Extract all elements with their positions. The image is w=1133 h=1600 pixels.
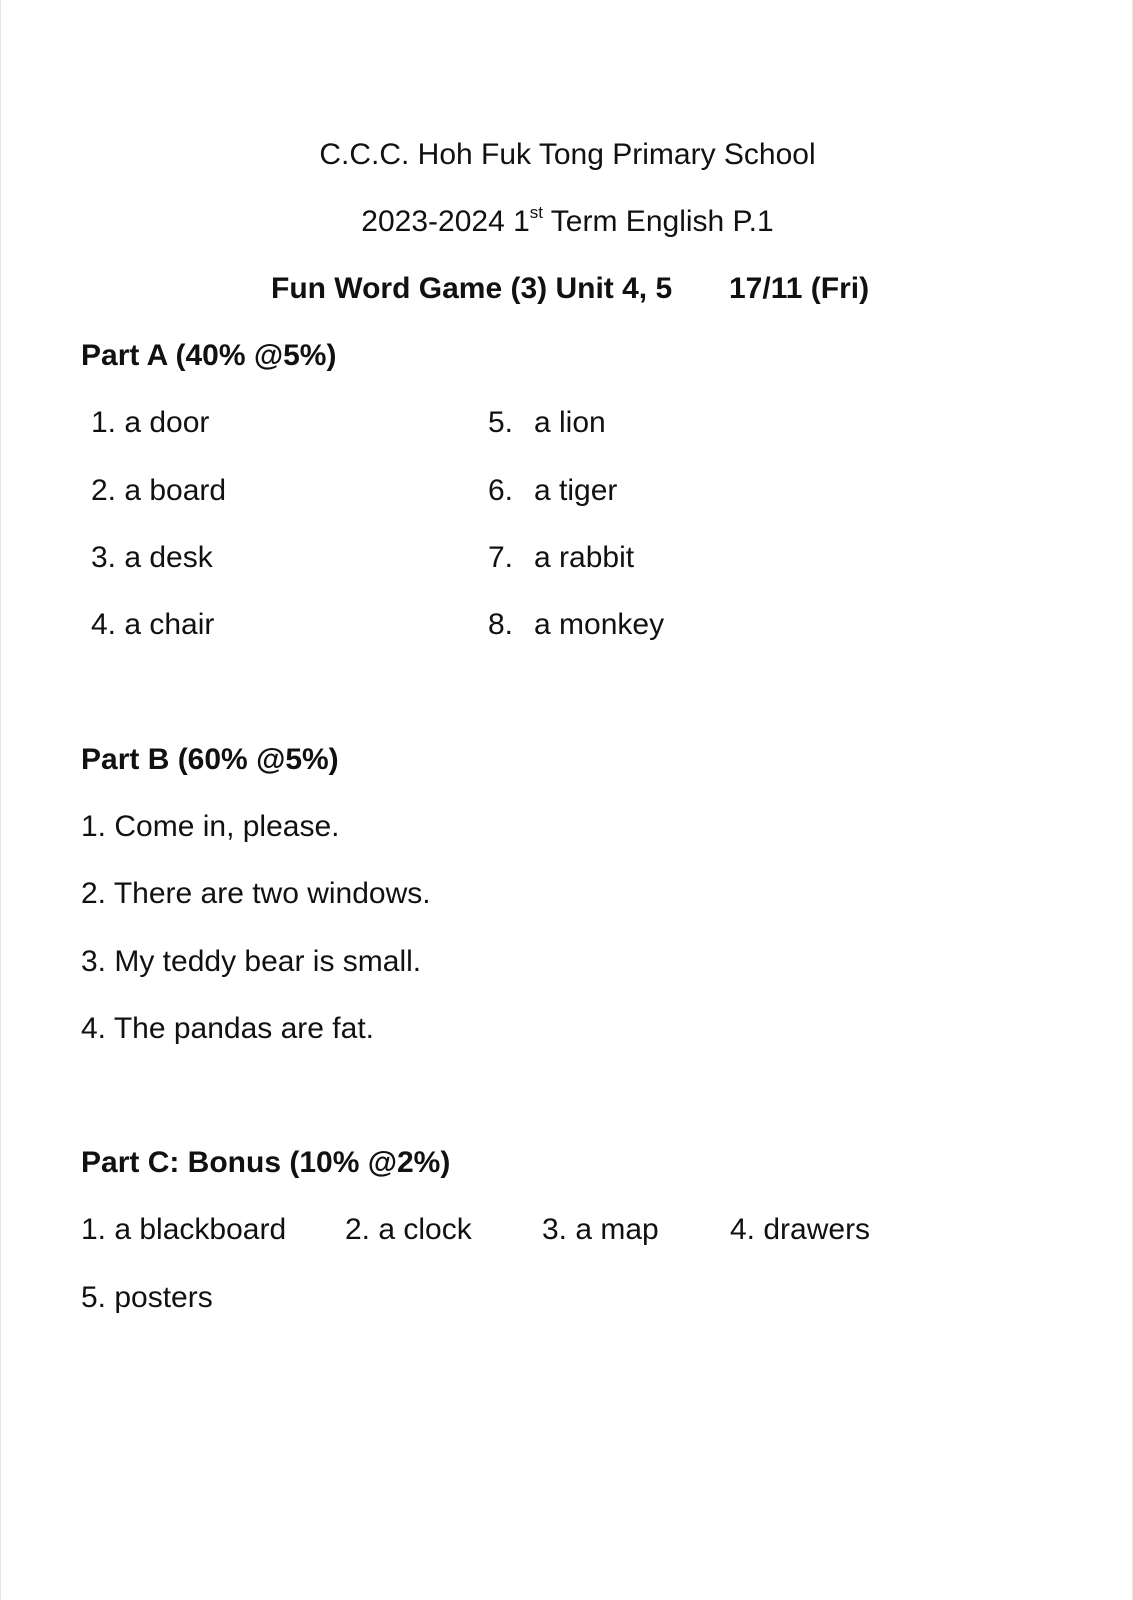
part-b-item: 3. My teddy bear is small. <box>81 945 422 978</box>
item-word: a tiger <box>534 474 618 507</box>
game-title: Fun Word Game (3) Unit 4, 5 <box>271 272 673 305</box>
game-date: 17/11 (Fri) <box>729 272 870 305</box>
part-b-item: 2. There are two windows. <box>81 877 431 910</box>
part-c-item: 4. drawers <box>730 1213 871 1246</box>
item-word: a monkey <box>534 608 665 641</box>
part-a-item <box>488 540 634 576</box>
item-word: a rabbit <box>534 541 635 574</box>
part-c-item: 5. posters <box>81 1281 213 1314</box>
part-a-item: 1. a door <box>91 406 210 439</box>
part-b-item: 4. The pandas are fat. <box>81 1012 374 1045</box>
item-word: a lion <box>534 406 606 439</box>
part-c-item: 1. a blackboard <box>81 1213 287 1246</box>
item-number: 6. <box>488 474 514 507</box>
term-rest: Term English P.1 <box>543 205 774 238</box>
part-a-item <box>488 473 617 509</box>
part-b-item: 1. Come in, please. <box>81 810 340 843</box>
part-a-item <box>488 607 664 643</box>
part-b-heading: Part B (60% @5%) <box>81 743 339 776</box>
item-number: 8. <box>488 608 514 641</box>
part-a-heading: Part A (40% @5%) <box>81 339 337 372</box>
school-name: C.C.C. Hoh Fuk Tong Primary School <box>319 138 816 171</box>
item-number: 7. <box>488 541 514 574</box>
part-c-heading: Part C: Bonus (10% @2%) <box>81 1146 451 1179</box>
term-year: 2023-2024 1 <box>361 205 530 238</box>
part-a-item: 4. a chair <box>91 608 215 641</box>
part-a-item: 2. a board <box>91 474 227 507</box>
part-a-item <box>488 405 606 441</box>
part-c-item: 2. a clock <box>345 1213 472 1246</box>
item-number: 5. <box>488 406 514 439</box>
part-c-item: 3. a map <box>542 1213 659 1246</box>
term-line <box>1 204 1133 240</box>
part-a-item: 3. a desk <box>91 541 213 574</box>
term-superscript: st <box>529 203 544 222</box>
